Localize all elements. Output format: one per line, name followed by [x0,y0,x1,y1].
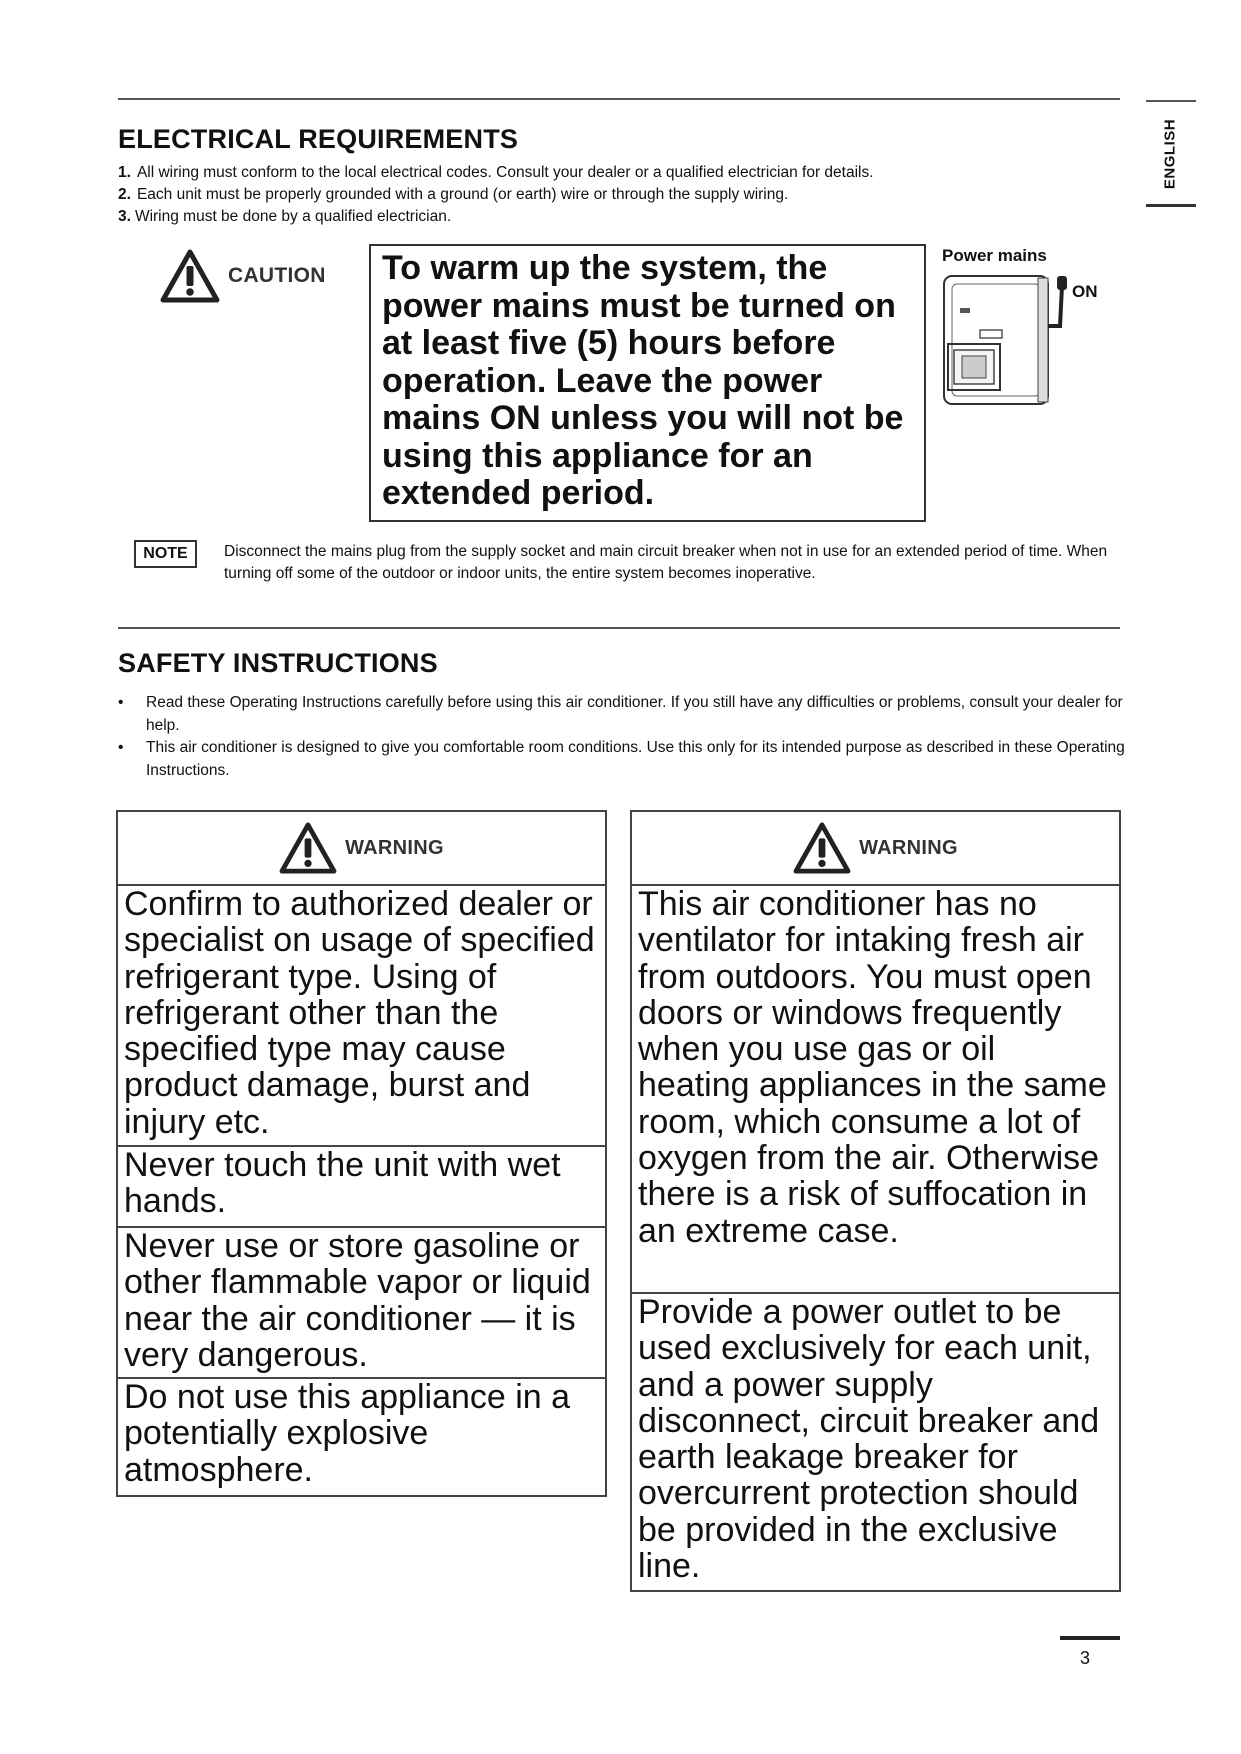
caution-label-group [160,246,326,306]
footer-bar [1060,1636,1120,1640]
electrical-heading: ELECTRICAL REQUIREMENTS [118,124,519,154]
safety-heading: SAFETY INSTRUCTIONS [118,648,438,678]
page-number: 3 [1080,1648,1091,1668]
item-text: All wiring must conform to the local electrical codes. Consult your dealer or a qualified electrician for details. [136,164,874,181]
warning-cell: Do not use this appliance in a potentially explosive atmosphere. [124,1378,571,1489]
warning-table-right [630,810,1121,1592]
caution-box [369,244,926,522]
item-number: 1. [118,164,131,181]
item-number: 3. [118,208,131,225]
item-text: Wiring must be done by a qualified electrician. [134,208,452,225]
warning-cell: This air conditioner has no ventilator for intaking fresh air from outdoors. You must open doors or windows frequently when you use gas or oil heating appliances in the same room, which consume a lot of oxygen from the air. Otherwise there is a risk of suffocation in an extreme case. [632,886,1119,1294]
bullet-item: • This air conditioner is designed to give you comfortable room conditions. Use this only for its intended purpose as described in these Operating Instructions. [118,737,1128,782]
caution-text: To warm up the system, the power mains must be turned on at least five (5) hours before operation. Leave the power mains ON unless you will not be using this appliance for an extended period. [382,249,904,512]
warning-label: WARNING [859,836,958,859]
warning-cell: Never touch the unit with wet hands. [118,1147,605,1228]
warning-triangle-icon [160,249,220,303]
list-item [118,206,1118,228]
power-mains-label: Power mains [942,246,1047,265]
power-mains-switch-icon [938,268,1078,408]
warning-triangle-icon [793,822,851,874]
language-tab [1146,100,1196,207]
language-tab-label: ENGLISH [1161,118,1179,190]
warning-cell: Never use or store gasoline or other flammable vapor or liquid near the air conditioner — it is very dangerous. [118,1228,605,1379]
warning-label: WARNING [345,836,444,859]
warning-cell: Provide a power outlet to be used exclusively for each unit, and a power supply disconnect, circuit breaker and earth leakage breaker for overcurrent protection should be provided in the exclusive line. [638,1293,1100,1586]
electrical-list [118,162,1118,228]
safety-bullets [118,692,1128,782]
warning-cell: Confirm to authorized dealer or specialist on usage of specified refrigerant type. Using of refrigerant other than the specified type may cause product damage, burst and injury etc. [118,886,605,1147]
bullet-item: • Read these Operating Instructions carefully before using this air conditioner. If you still have any difficulties or problems, consult your dealer for help. [118,692,1128,737]
warning-table-left [116,810,607,1497]
item-number: 2. [118,186,131,203]
item-text: Each unit must be properly grounded with a ground (or earth) wire or through the supply wiring. [136,186,789,203]
switch-on-label: ON [1072,282,1098,301]
list-item [118,162,1118,184]
note-tag: NOTE [134,540,197,568]
caution-label: CAUTION [228,264,326,287]
note-text: Disconnect the mains plug from the supply socket and main circuit breaker when not in use for an extended period of time. When turning off some of the outdoor or indoor units, the entire system becomes inoperative. [224,543,1108,582]
warning-triangle-icon [279,822,337,874]
section-rule [118,627,1120,629]
warning-header [632,812,1119,886]
list-item [118,184,1118,206]
warning-header [118,812,605,886]
top-rule [118,98,1120,100]
